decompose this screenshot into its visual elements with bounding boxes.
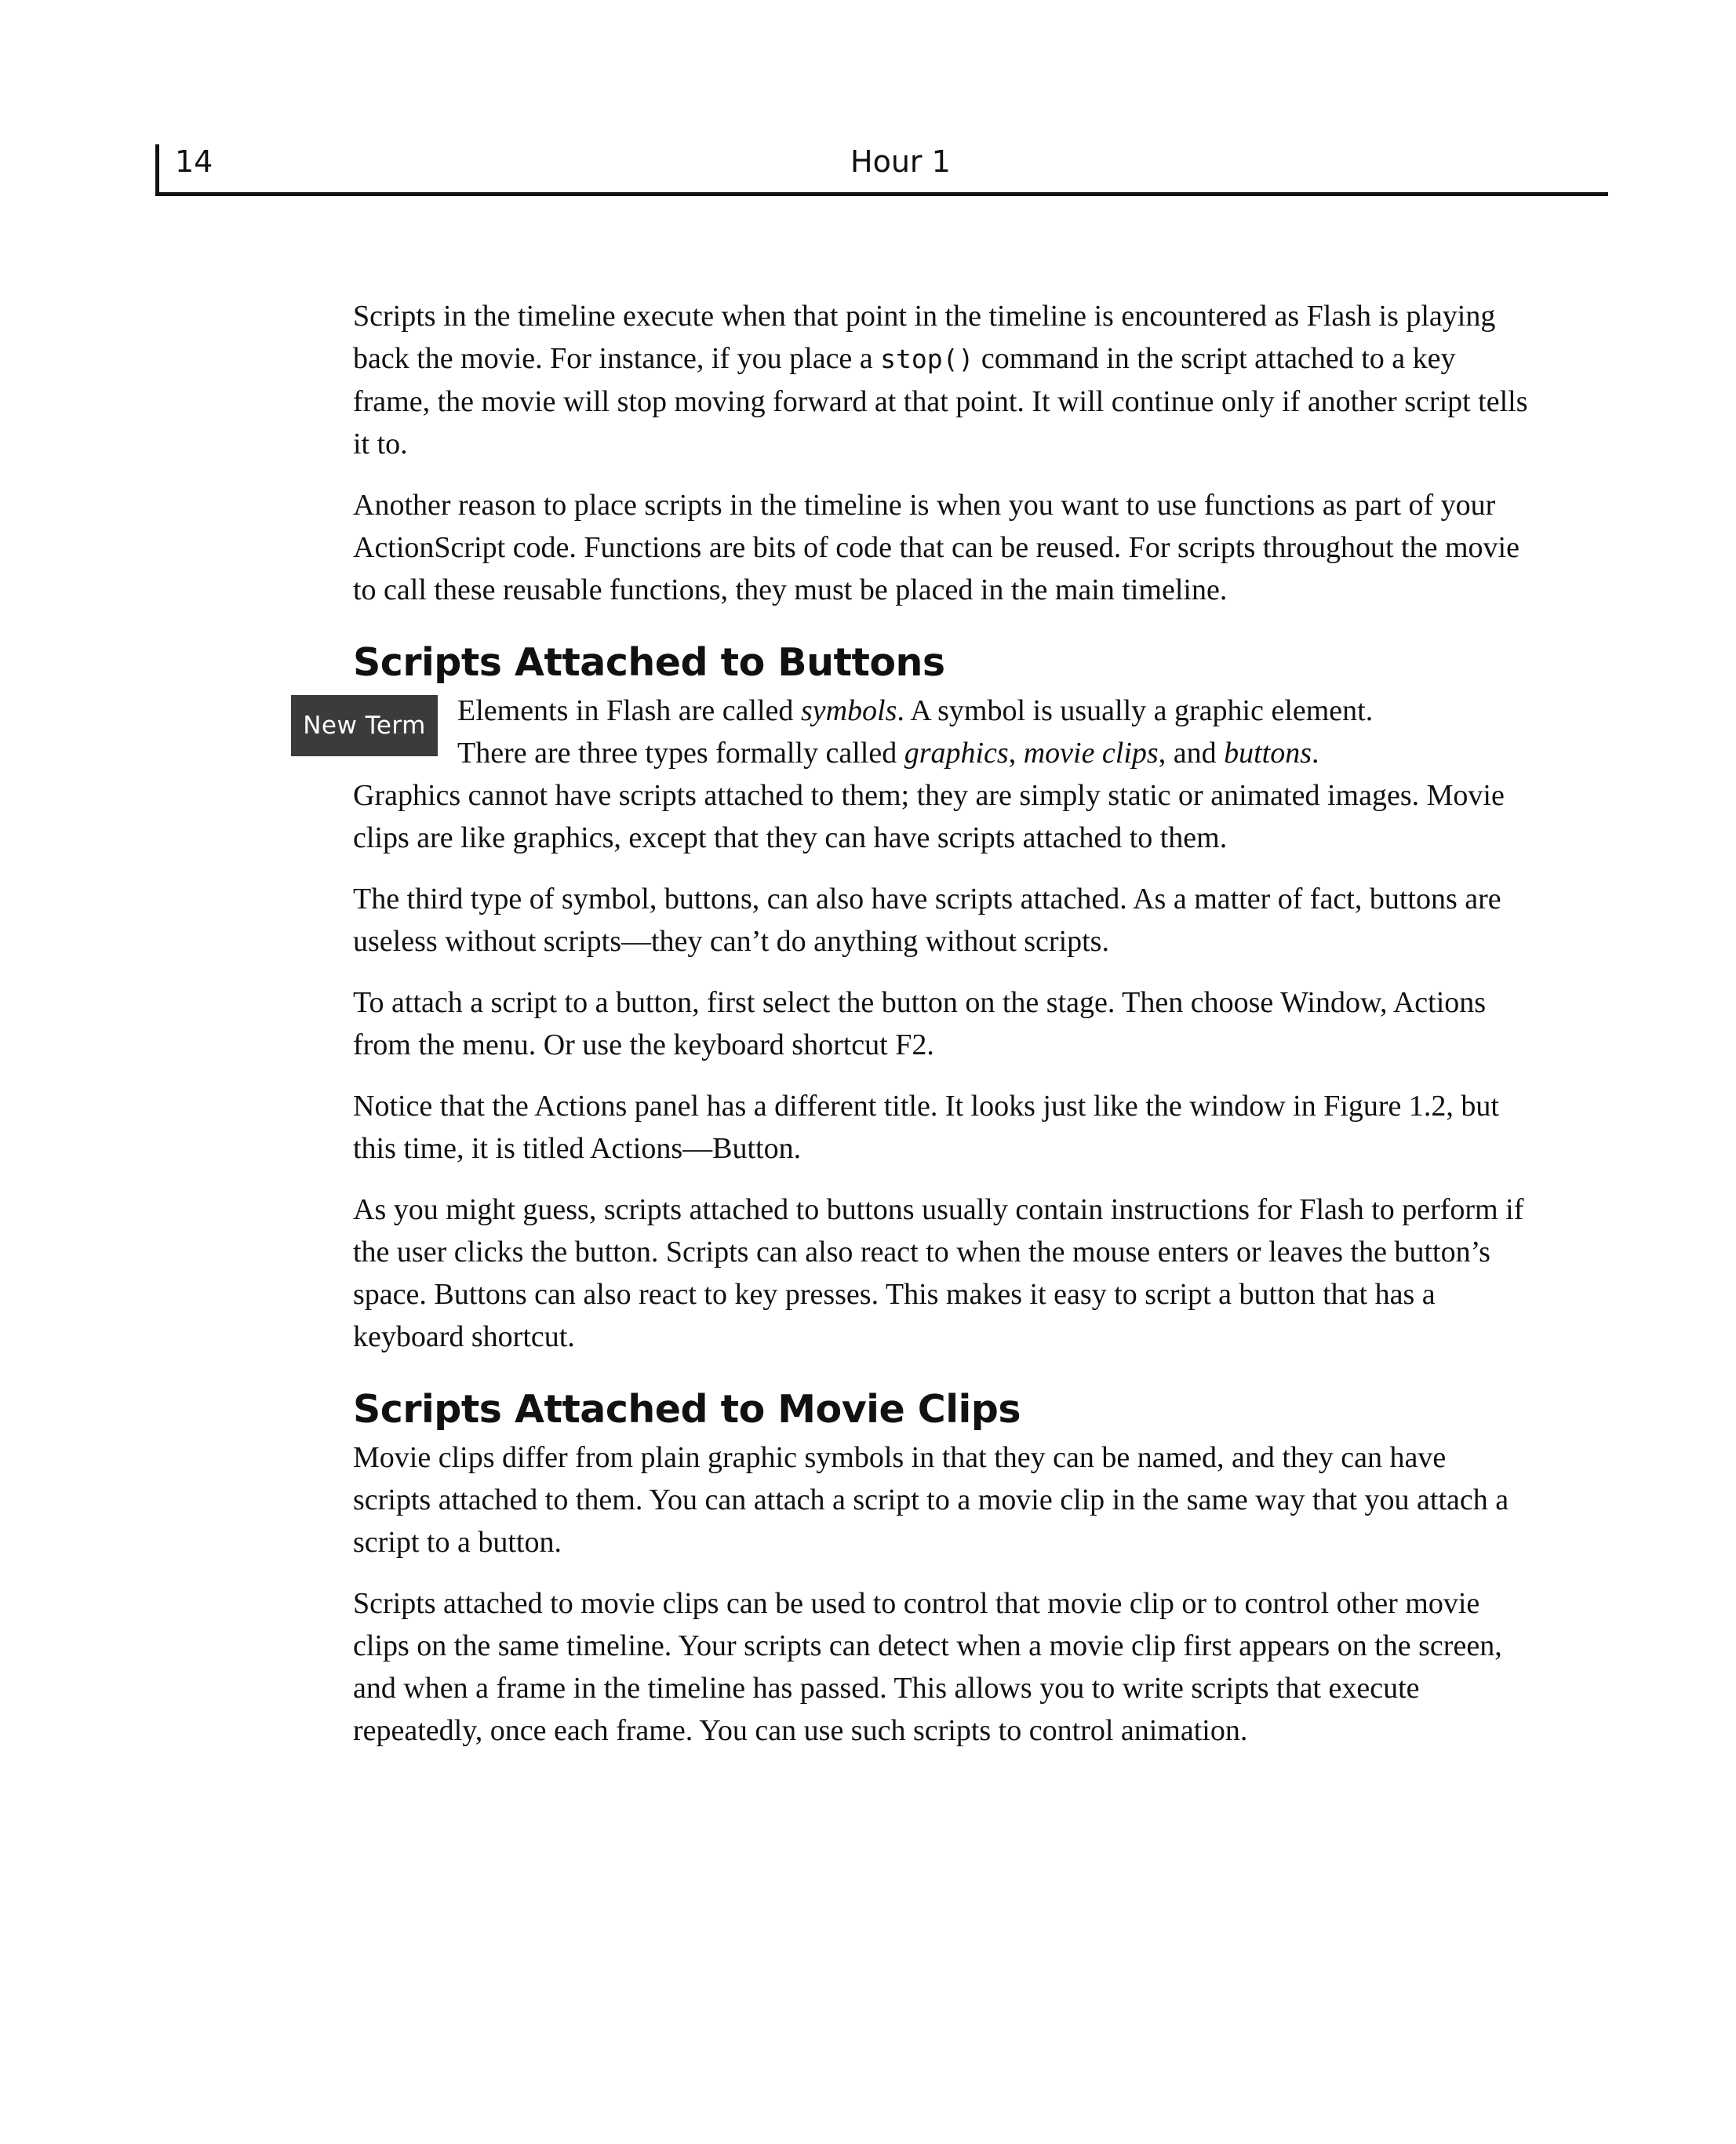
new-term-block [303,690,1528,859]
page-body [303,295,1528,1771]
running-head: Hour 1 [850,144,951,179]
heading-scripts-attached-to-movie-clips: Scripts Attached to Movie Clips [353,1387,1021,1432]
code-stop: stop() [880,344,974,374]
heading-scripts-attached-to-buttons: Scripts Attached to Buttons [353,640,945,685]
paragraph-movie-clip-control: Scripts attached to movie clips can be used to control that movie clip or to control other movie clips on the same timeline. Your scripts can detect when a movie clip first appears on the screen, and when a frame in the timeline has passed. This allows you to write scripts that execute repeatedly, once each frame. You can use such scripts to control animation. [353,1587,1502,1747]
paragraph-symbols: Elements in Flash are called symbols. A symbol is usually a graphic element. There are three types formally called graphics, movie clips, and buttons. Graphics cannot have scripts attached to them; they are simply static or animated images. Movie clips are like graphics, except that they can have scripts attached to them. [353,694,1505,854]
paragraph-actions-panel: Notice that the Actions panel has a different title. It looks just like the window in Figure 1.2, but this time, it is titled Actions—Button. [353,1090,1499,1165]
paragraph-attach-script: To attach a script to a button, first select the button on the stage. Then choose Window, Actions from the menu. Or use the keyboard shortcut F2. [353,986,1487,1061]
paragraph-button-events: As you might guess, scripts attached to buttons usually contain instructions for Flash to perform if the user clicks the button. Scripts can also react to when the mouse enters or leaves the button’s space. Buttons can also react to key presses. This makes it easy to script a button that has a keyboard shortcut. [353,1193,1524,1353]
page-number: 14 [175,144,213,179]
term-symbols: symbols [800,694,897,727]
term-movie-clips: movie clips [1023,737,1159,770]
new-term-badge: New Term [291,695,438,756]
term-graphics: graphics [904,737,1009,770]
paragraph-functions: Another reason to place scripts in the timeline is when you want to use functions as part of your ActionScript code. Functions are bits of code that can be reused. For scripts throughout the movie to call these reusable functions, they must be placed in the main timeline. [353,489,1519,606]
paragraph-buttons-scripts: The third type of symbol, buttons, can also have scripts attached. As a matter of fact, buttons are useless without scripts—they can’t do anything without scripts. [353,883,1501,958]
term-buttons: buttons [1224,737,1312,770]
paragraph-timeline-scripts: Scripts in the timeline execute when that point in the timeline is encountered as Flash is playing back the movie. For instance, if you place a stop() command in the script attached to a key frame, the movie will stop moving forward at that point. It will continue only if another script tells it to. [353,300,1528,460]
paragraph-movie-clips-named: Movie clips differ from plain graphic symbols in that they can be named, and they can have scripts attached to them. You can attach a script to a movie clip in the same way that you attach a script to a button. [353,1441,1509,1559]
page-header [155,144,1608,196]
